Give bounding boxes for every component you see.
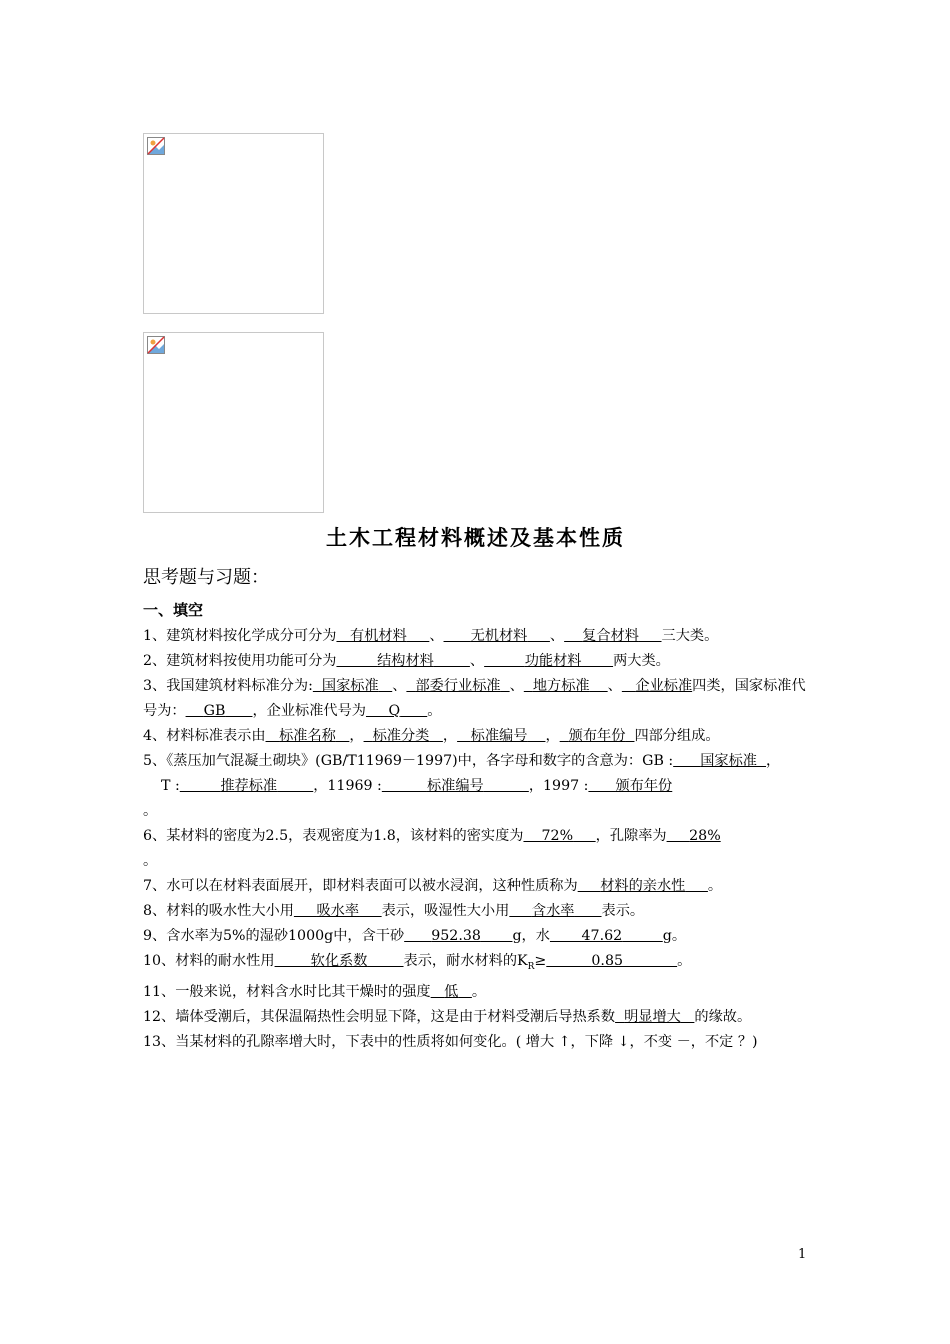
question-5-line-2: T : 推荐标准 ，11969 : 标准编号 ，1997 : 颁布年份	[161, 778, 673, 794]
question-6-end: 。	[143, 853, 158, 869]
question-10: 10、材料的耐水性用 软化系数 表示，耐水材料的$K_R\ge$ 0.85 。	[143, 953, 692, 972]
question-list	[143, 624, 809, 1055]
document-subtitle: 思考题与习题：	[143, 567, 269, 588]
question-8: 8、材料的吸水性大小用 吸水率 表示，吸湿性大小用 含水率 表示。	[143, 903, 645, 919]
document-title: 土木工程材料概述及基本性质	[326, 526, 625, 550]
question-12: 12、墙体受潮后，其保温隔热性会明显下降，这是由于材料受潮后导热系数 明显增大 的缘故。	[143, 1008, 752, 1025]
question-1: 1、建筑材料按化学成分可分为 有机材料 、 无机材料 、 复合材料 三大类。	[143, 628, 719, 644]
question-11: 11、一般来说，材料含水时比其干燥时的强度 低 。	[143, 983, 487, 1000]
broken-image-icon	[147, 336, 165, 354]
question-9: 9、含水率为5%的湿砂1000g中，含干砂 952.38 g，水 47.62 g。	[143, 928, 687, 944]
page-number: 1	[798, 1247, 807, 1262]
question-4: 4、材料标准表示由 标准名称 ， 标准分类 ， 标准编号 ， 颁布年份 四部分组成。	[143, 728, 720, 744]
question-2: 2、建筑材料按使用功能可分为 结构材料 、 功能材料 两大类。	[143, 653, 670, 669]
question-3: 3、我国建筑材料标准分为: 国家标准 、 部委行业标准 、 地方标准 、 企业标准四类，国家标准代号为： GB ，企业标准代号为 Q 。	[143, 678, 806, 719]
question-5-end: 。	[143, 803, 158, 819]
image-placeholder-2	[143, 332, 324, 513]
question-7: 7、水可以在材料表面展开，即材料表面可以被水浸润，这种性质称为 材料的亲水性 。	[143, 878, 723, 894]
section-heading: 一、填空	[143, 601, 204, 619]
question-5: 5、《蒸压加气混凝土砌块》(GB/T11969－1997)中，各字母和数字的含意为：GB : 国家标准 ，	[143, 753, 781, 769]
image-placeholder-1	[143, 133, 324, 314]
broken-image-icon	[147, 137, 165, 155]
question-13: 13、当某材料的孔隙率增大时，下表中的性质将如何变化。( 增大 ↑，下降 ↓，不变 －，不定 ？)	[143, 1033, 758, 1050]
question-6: 6、某材料的密度为2.5，表观密度为1.8，该材料的密实度为 72% ，孔隙率为 28%	[143, 828, 721, 844]
